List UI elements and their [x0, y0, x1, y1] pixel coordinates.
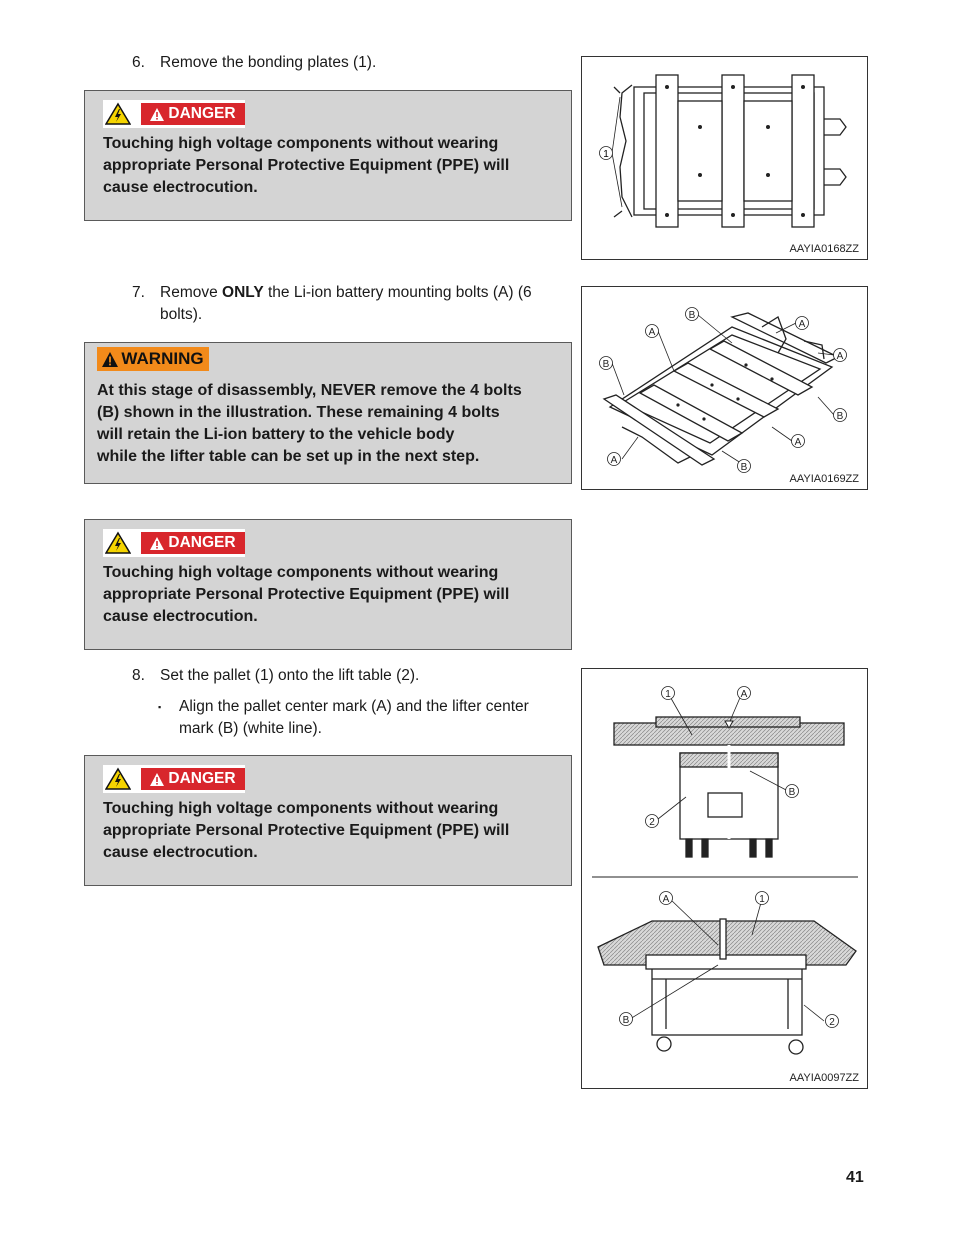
- bullet-marker: ▪: [158, 702, 162, 712]
- step-number: 8.: [132, 667, 145, 684]
- warning-label-text: WARNING: [121, 349, 204, 368]
- danger-label: [103, 529, 245, 557]
- callout-marker: 1: [603, 149, 609, 160]
- figure-bonding-plates: [581, 56, 868, 260]
- high-voltage-icon: [105, 102, 131, 126]
- step-number: 7.: [132, 284, 145, 301]
- pallet-lift-table-illustration: [582, 669, 867, 1088]
- callout-marker: B: [602, 359, 610, 370]
- bullet-text: Align the pallet center mark (A) and the lifter center mark (B) (white line).: [179, 698, 529, 737]
- page-number: 41: [846, 1169, 864, 1186]
- figure-code: AAYIA0168ZZ: [789, 243, 859, 255]
- danger-label-text: DANGER: [168, 534, 236, 551]
- figure-mounting-bolts: [581, 286, 868, 490]
- callout-marker: B: [740, 462, 748, 473]
- high-voltage-icon: [105, 531, 131, 555]
- warning-label: [97, 347, 209, 371]
- callout-marker: B: [688, 310, 696, 321]
- step-text: Set the pallet (1) onto the lift table (2).: [160, 667, 420, 684]
- callout-marker: 2: [829, 1017, 835, 1028]
- callout-marker: A: [794, 437, 802, 448]
- step-text: Remove the bonding plates (1).: [160, 54, 377, 71]
- callout-marker: A: [662, 894, 670, 905]
- callout-marker: B: [622, 1015, 630, 1026]
- warning-text: At this stage of disassembly, NEVER remove the 4 bolts (B) shown in the illustration. These remaining 4 bolts will retain the Li-ion battery to the vehicle body while the lifter table can be set up in the next step.: [97, 382, 522, 465]
- danger-text: Touching high voltage components without wearing appropriate Personal Protective Equipment (PPE) will cause electrocution.: [103, 800, 510, 861]
- figure-pallet-lift-table: [581, 668, 868, 1089]
- step-number: 6.: [132, 54, 145, 71]
- callout-marker: 2: [649, 817, 655, 828]
- alert-triangle-icon: [102, 352, 118, 367]
- danger-text: Touching high voltage components without wearing appropriate Personal Protective Equipment (PPE) will cause electrocution.: [103, 564, 510, 625]
- callout-marker: A: [740, 689, 748, 700]
- danger-label: [103, 765, 245, 793]
- warning-callout: [84, 342, 572, 484]
- figure-code: AAYIA0169ZZ: [789, 473, 859, 485]
- step-text: Remove ONLY the Li-ion battery mounting bolts (A) (6 bolts).: [160, 284, 532, 323]
- callout-marker: 1: [665, 689, 671, 700]
- danger-label-text: DANGER: [168, 770, 236, 787]
- danger-label: [103, 100, 245, 128]
- figure-code: AAYIA0097ZZ: [789, 1072, 859, 1084]
- battery-underside-illustration: [582, 287, 867, 489]
- alert-triangle-icon: [150, 108, 164, 121]
- battery-frame-illustration: [582, 57, 867, 259]
- alert-triangle-icon: [150, 773, 164, 786]
- callout-marker: A: [836, 351, 844, 362]
- danger-text: Touching high voltage components without wearing appropriate Personal Protective Equipment (PPE) will cause electrocution.: [103, 135, 510, 196]
- callout-marker: 1: [759, 894, 765, 905]
- danger-callout: [84, 755, 572, 886]
- danger-callout: [84, 519, 572, 650]
- callout-marker: A: [610, 455, 618, 466]
- callout-marker: A: [648, 327, 656, 338]
- callout-marker: A: [798, 319, 806, 330]
- danger-callout: [84, 90, 572, 221]
- high-voltage-icon: [105, 767, 131, 791]
- callout-marker: B: [788, 787, 796, 798]
- callout-marker: B: [836, 411, 844, 422]
- danger-label-text: DANGER: [168, 105, 236, 122]
- alert-triangle-icon: [150, 537, 164, 550]
- step-7: [132, 282, 572, 326]
